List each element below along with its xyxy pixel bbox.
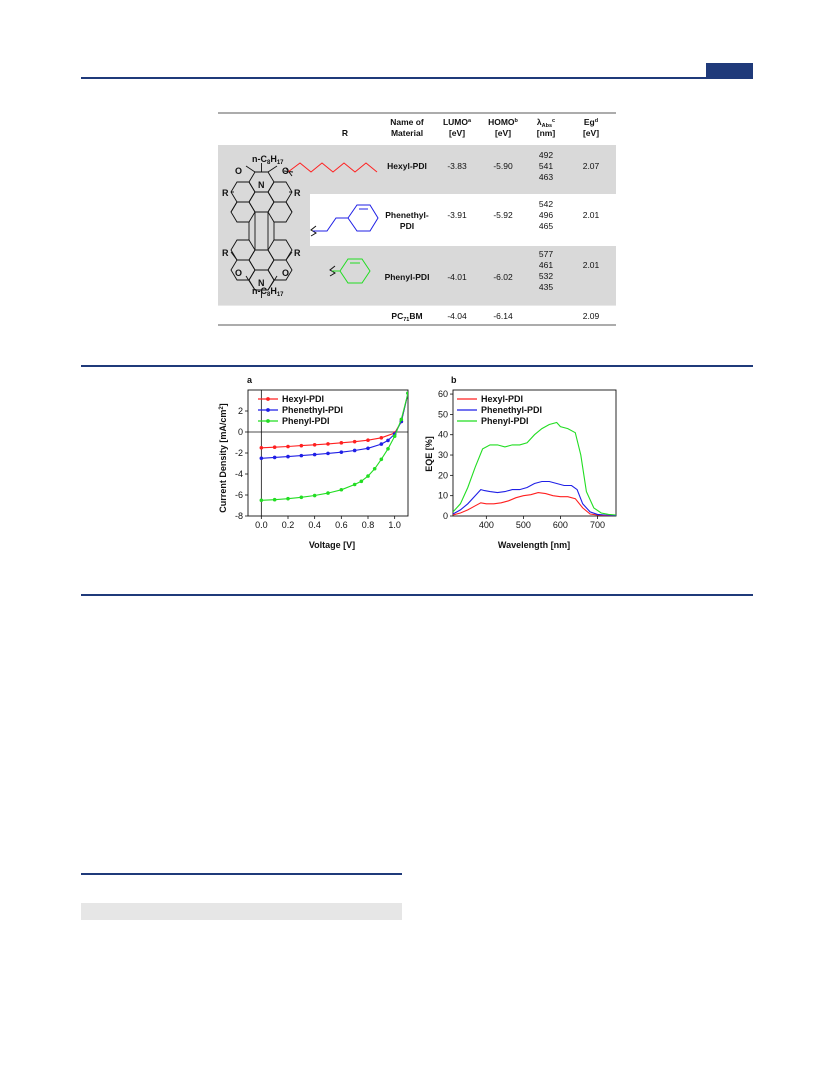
legend-label: Hexyl-PDI: [481, 394, 524, 404]
legend-label: Phenethyl-PDI: [481, 405, 543, 415]
data-point: [353, 440, 357, 444]
column-rule: [81, 873, 402, 875]
row4-name: $PC_{71}BM$: [391, 311, 423, 323]
legend-marker: [266, 397, 270, 401]
x-tick-label: 0.2: [281, 520, 295, 530]
data-point: [340, 441, 344, 445]
y-tick-label: 30: [437, 450, 448, 461]
panel-label-b: b: [451, 375, 457, 385]
structure-band: [218, 194, 310, 246]
row4-lumo: -4.04: [447, 311, 467, 321]
r-top-right: R: [294, 188, 301, 198]
data-point: [273, 498, 277, 502]
data-point: [300, 454, 304, 458]
header-lambda-unit: [nm]: [536, 128, 556, 138]
data-point: [380, 436, 384, 440]
row1-abs-3: 463: [538, 172, 554, 182]
data-point: [326, 442, 330, 446]
data-point: [366, 446, 370, 450]
y-axis-label: Current Density $[mA/cm^2]$: [218, 403, 228, 513]
data-point: [300, 496, 304, 500]
row3-abs-2: 461: [538, 260, 554, 270]
legend-label: Phenyl-PDI: [481, 416, 529, 426]
data-point: [326, 452, 330, 456]
gray-placeholder-bar: [81, 903, 402, 920]
data-point: [380, 442, 384, 446]
row2-homo: -5.92: [493, 210, 513, 220]
bottom-n-label: N: [258, 278, 265, 288]
row2-eg: 2.01: [582, 210, 600, 220]
row4-homo: -6.14: [493, 311, 513, 321]
header-lambda: $\lambda_{Abs}^c$: [536, 117, 556, 129]
legend-entry: [457, 394, 523, 404]
data-point: [260, 446, 264, 450]
row1-homo: -5.90: [493, 161, 513, 171]
header-lumo: LUMO$^a$: [442, 117, 472, 127]
data-point: [406, 391, 410, 395]
header-eg-unit: [eV]: [582, 128, 600, 138]
legend-marker: [266, 419, 270, 423]
data-point: [353, 449, 357, 453]
data-point: [286, 455, 290, 459]
data-point: [326, 491, 330, 495]
header-r: R: [341, 128, 349, 138]
legend-marker: [266, 408, 270, 412]
materials-table: [0, 0, 833, 340]
data-point: [366, 474, 370, 478]
panel-label-a: a: [247, 375, 253, 385]
x-tick-label: 400: [478, 520, 494, 530]
row3-name: Phenyl-PDI: [384, 272, 430, 282]
header-homo: HOMO$^b$: [488, 117, 518, 127]
y-tick-label: -8: [234, 511, 243, 521]
row1-lumo: -3.83: [447, 161, 467, 171]
y-tick-label: 40: [437, 429, 448, 440]
y-tick-label: 20: [437, 470, 448, 481]
row1-eg: 2.07: [582, 161, 600, 171]
data-point: [273, 456, 277, 460]
x-tick-label: 600: [552, 520, 568, 530]
x-tick-label: 0.0: [255, 520, 268, 530]
row2-abs-2: 496: [538, 210, 554, 220]
row3-abs-1: 577: [538, 249, 554, 259]
jv-chart: [210, 370, 420, 555]
legend-entry: [457, 416, 529, 426]
data-point: [373, 467, 377, 471]
y-tick-label: 0: [237, 427, 243, 437]
r-bottom-right: R: [294, 248, 301, 258]
series-phenethyl-pdi: [453, 482, 616, 516]
y-tick-label: 0: [442, 511, 448, 521]
y-tick-label: -2: [234, 448, 243, 458]
data-point: [340, 450, 344, 454]
row2-abs-1: 542: [538, 199, 554, 209]
phenethyl-substituent: [311, 205, 378, 236]
x-axis-label: Voltage [V]: [308, 540, 356, 550]
header-homo-unit: [eV]: [494, 128, 512, 138]
row2-lumo: -3.91: [447, 210, 467, 220]
y-axis-label: EQE [%]: [424, 436, 434, 472]
data-point: [300, 444, 304, 448]
data-point: [273, 445, 277, 449]
y-tick-label: 2: [237, 406, 243, 416]
header-eg: Eg$^d$: [583, 117, 599, 127]
data-point: [386, 439, 390, 443]
series-line: [453, 482, 616, 516]
top-n-label: N: [258, 180, 265, 190]
top-alkyl-label: $n-C_8H_{17}$: [252, 154, 284, 166]
row3-abs-4: 435: [538, 282, 554, 292]
row3-eg: 2.01: [582, 260, 600, 270]
data-point: [286, 497, 290, 501]
bottom-alkyl-label: $n-C_8H_{17}$: [252, 286, 284, 298]
data-point: [386, 447, 390, 451]
row2-name-line2: PDI: [399, 221, 415, 231]
r-top-left: R: [222, 188, 229, 198]
series-line: [453, 423, 616, 516]
legend-entry: [258, 416, 330, 426]
data-point: [260, 498, 264, 502]
data-point: [286, 445, 290, 449]
row4-eg: 2.09: [582, 311, 600, 321]
row1-name: Hexyl-PDI: [387, 161, 427, 171]
data-point: [380, 458, 384, 462]
figure-section-rule: [81, 594, 753, 596]
data-point: [260, 456, 264, 460]
row3-abs-3: 532: [538, 271, 554, 281]
row1-abs-1: 492: [538, 150, 554, 160]
y-tick-label: 50: [437, 409, 448, 420]
data-point: [340, 488, 344, 492]
top-o-right: O: [282, 166, 290, 176]
x-tick-label: 0.6: [335, 520, 348, 530]
x-tick-label: 0.4: [308, 520, 321, 530]
row2-abs-3: 465: [538, 221, 554, 231]
y-tick-label: 60: [437, 389, 448, 400]
x-axis-label: Wavelength [nm]: [497, 540, 571, 550]
data-point: [353, 483, 357, 487]
legend-entry: [457, 405, 542, 415]
header-name-line2: Material: [390, 128, 424, 138]
row3-lumo: -4.01: [447, 272, 467, 282]
x-tick-label: 1.0: [388, 520, 401, 530]
row3-homo: -6.02: [493, 272, 513, 282]
legend-label: Hexyl-PDI: [282, 394, 325, 404]
y-tick-label: -4: [234, 469, 243, 479]
table-section-rule: [81, 365, 753, 367]
series-phenyl-pdi: [453, 423, 616, 516]
legend-label: Phenethyl-PDI: [282, 405, 344, 415]
bottom-o-right: O: [282, 268, 290, 278]
row2-name-line1: Phenethyl-: [385, 210, 429, 220]
y-tick-label: 10: [437, 490, 448, 501]
data-point: [400, 418, 404, 422]
header-name-line1: Name of: [390, 117, 424, 127]
r-bottom-left: R: [222, 248, 229, 258]
legend-label: Phenyl-PDI: [282, 416, 330, 426]
eqe-chart: [418, 370, 623, 555]
x-tick-label: 700: [589, 520, 605, 530]
legend-entry: [258, 394, 324, 404]
x-tick-label: 0.8: [361, 520, 375, 530]
data-point: [366, 438, 370, 442]
data-point: [313, 443, 317, 447]
data-point: [313, 494, 317, 498]
header-lumo-unit: [eV]: [448, 128, 466, 138]
data-point: [393, 434, 397, 438]
y-tick-label: -6: [234, 490, 243, 500]
top-o-left: O: [235, 166, 243, 176]
row1-abs-2: 541: [538, 161, 554, 171]
x-tick-label: 500: [515, 520, 531, 530]
data-point: [313, 453, 317, 457]
legend-entry: [258, 405, 343, 415]
data-point: [360, 480, 364, 484]
bottom-o-left: O: [235, 268, 243, 278]
